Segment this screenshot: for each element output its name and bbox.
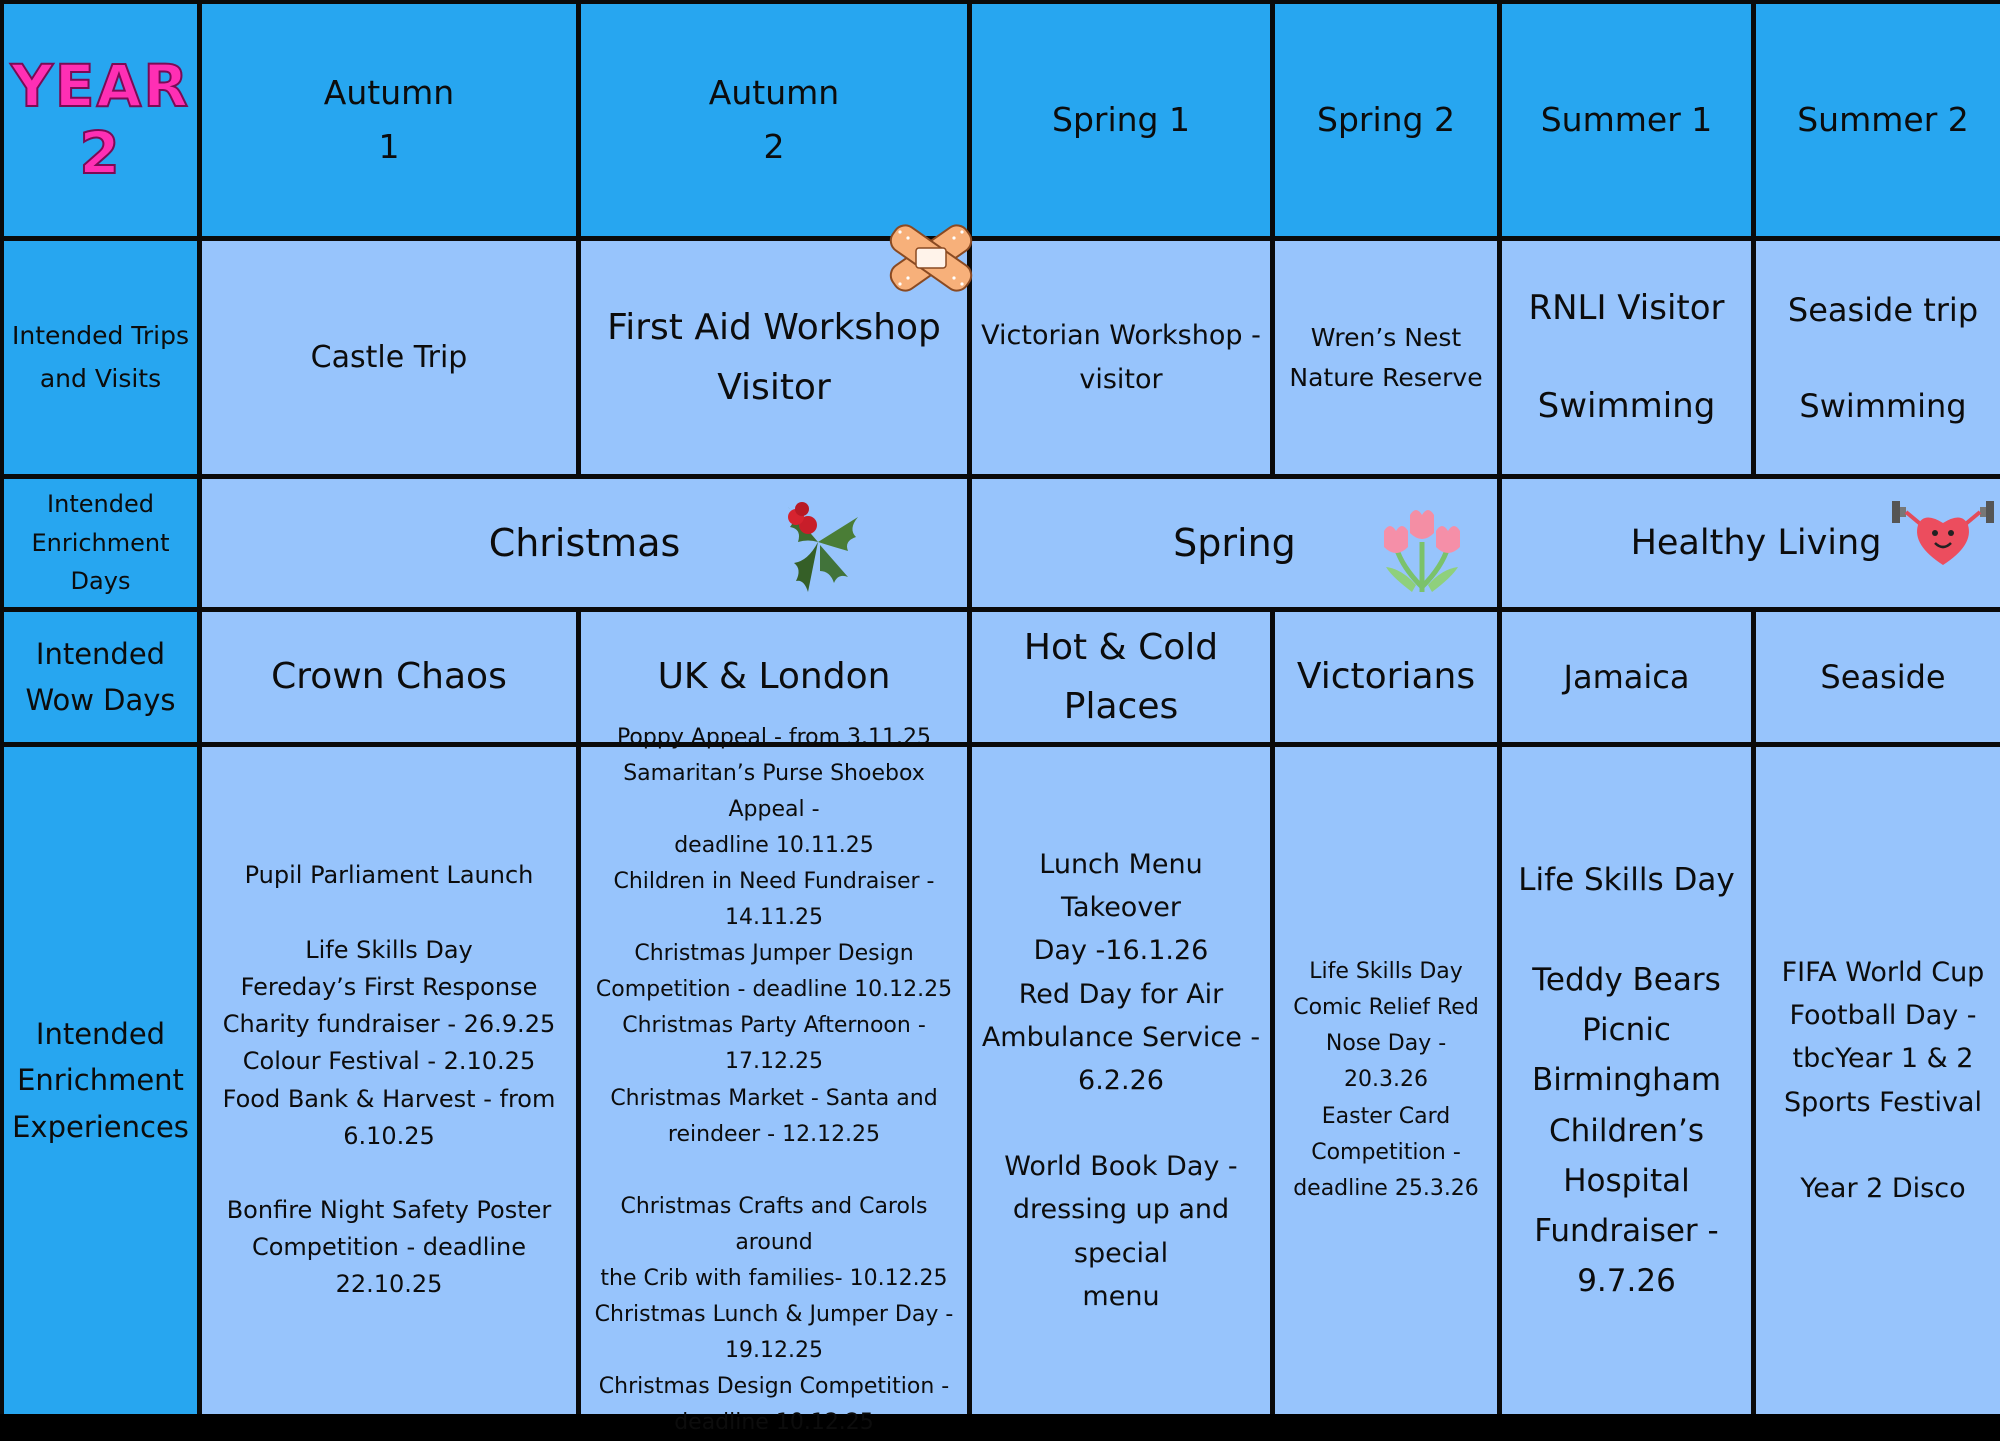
experience-line: deadline 10.11.25 [674, 832, 874, 858]
experience-line [587, 1153, 961, 1189]
year-logo-cell [4, 4, 197, 236]
experience-line: Comic Relief Red [1293, 995, 1479, 1021]
experience-line: Charity fundraiser - 26.9.25 [222, 1010, 556, 1039]
experience-line: dressing up and special [1012, 1194, 1230, 1269]
experience-line: Year 2 Disco [1800, 1172, 1966, 1204]
experience-line: the Crib with families- 10.12.25 [600, 1265, 948, 1291]
experience-line: FIFA World Cup [1781, 956, 1985, 988]
wow-day-spring-2: Victorians [1275, 612, 1497, 742]
header-spring-1: Spring 1 [972, 4, 1270, 236]
experience-line: 17.12.25 [725, 1049, 823, 1075]
experiences-summer-2 [1756, 747, 2000, 1414]
row-label-wow-days: Intended Wow Days [4, 612, 197, 742]
experience-line: reindeer - 12.12.25 [667, 1121, 881, 1147]
experience-line: Children’s [1548, 1112, 1704, 1149]
experience-line [978, 1102, 1264, 1145]
experience-line: Christmas Market - Santa and [610, 1085, 938, 1111]
experience-line: Children in Need Fundraiser - 14.11.25 [613, 869, 935, 931]
experience-line: Christmas Party Afternoon - [622, 1013, 926, 1039]
experience-line: Colour Festival - 2.10.25 [242, 1047, 536, 1076]
row-label-enrichment-days: Intended Enrichment Days [4, 479, 197, 607]
experience-line: Christmas Design Competition - [598, 1374, 950, 1400]
experience-line: menu [1082, 1280, 1160, 1312]
trip-summer-2: Seaside trip Swimming [1756, 241, 2000, 474]
enrichment-day-spring: Spring [972, 479, 1497, 607]
experience-line [1518, 905, 1734, 955]
experience-line: Food Bank & Harvest - from [222, 1084, 556, 1113]
experiences-autumn-2 [581, 724, 967, 1436]
experience-line: Poppy Appeal - from 3.11.25 [616, 724, 932, 750]
experience-line: Easter Card [1321, 1103, 1451, 1129]
experience-line: Christmas Crafts and Carols around [620, 1193, 928, 1255]
experience-line: Pupil Parliament Launch [244, 861, 534, 890]
experience-line: 19.12.25 [725, 1338, 823, 1364]
experience-line [208, 895, 570, 932]
experience-line: 6.2.26 [1078, 1064, 1164, 1096]
experience-line: Competition - [1311, 1139, 1461, 1165]
experience-line: tbcYear 1 & 2 [1792, 1043, 1974, 1075]
trip-spring-1: Victorian Workshop - visitor [972, 241, 1270, 474]
experiences-summer-1 [1502, 747, 1751, 1414]
experience-line: Competition - deadline 22.10.25 [251, 1233, 527, 1299]
experience-line: Fundraiser - [1534, 1213, 1719, 1250]
experiences-spring-2 [1275, 747, 1497, 1414]
experience-line: Day -16.1.26 [1033, 935, 1209, 967]
experience-line: Picnic [1582, 1012, 1671, 1049]
wow-day-autumn-2: UK & London [581, 612, 967, 742]
experience-line: 9.7.26 [1577, 1263, 1676, 1300]
wow-day-autumn-1: Crown Chaos [202, 612, 576, 742]
experience-line: deadline 25.3.26 [1293, 1175, 1479, 1201]
header-summer-1: Summer 1 [1502, 4, 1751, 236]
experience-line: Sports Festival [1784, 1086, 1982, 1118]
tulips-icon [1372, 497, 1472, 597]
experience-line: Bonfire Night Safety Poster [226, 1196, 552, 1225]
experiences-autumn-1 [202, 747, 576, 1414]
experience-line: Life Skills Day [1309, 959, 1463, 985]
experience-line: Christmas Lunch & Jumper Day - [594, 1301, 954, 1327]
heart-dumbbell-icon [1888, 493, 1998, 573]
row-label-trips: Intended Trips and Visits [4, 241, 197, 474]
header-autumn-1: Autumn 1 [202, 4, 576, 236]
wow-day-spring-1: Hot & Cold Places [972, 612, 1270, 742]
experience-line: Red Day for Air [1018, 978, 1224, 1010]
experience-line: Birmingham [1531, 1062, 1722, 1099]
experience-line: Ambulance Service - [981, 1021, 1261, 1053]
year-logo: YEAR 2 [10, 52, 191, 187]
trip-summer-1: RNLI Visitor Swimming [1502, 241, 1751, 474]
enrichment-day-christmas: Christmas [202, 479, 967, 607]
holly-icon [768, 487, 868, 597]
experience-line: Hospital [1563, 1162, 1690, 1199]
experience-line [1782, 1124, 1985, 1167]
trip-spring-2: Wren’s Nest Nature Reserve [1275, 241, 1497, 474]
experience-line: Samaritan’s Purse Shoebox Appeal - [623, 760, 925, 822]
experience-line: Lunch Menu Takeover [1039, 848, 1203, 924]
trip-autumn-1: Castle Trip [202, 241, 576, 474]
experience-line: deadline 10.12.25 [674, 1410, 874, 1436]
experience-line: Life Skills Day [305, 935, 473, 964]
plaster-icon [878, 208, 984, 308]
wow-day-summer-1: Jamaica [1502, 612, 1751, 742]
experience-line: Life Skills Day [1518, 861, 1735, 898]
experience-line: 6.10.25 [343, 1121, 435, 1150]
header-summer-2: Summer 2 [1756, 4, 2000, 236]
enrichment-day-healthy-living: Healthy Living [1502, 479, 2000, 607]
experience-line [208, 1155, 570, 1192]
experience-line: Christmas Jumper Design [634, 941, 914, 967]
header-autumn-2: Autumn 2 [581, 4, 967, 236]
trip-autumn-2: First Aid Workshop Visitor [581, 241, 967, 474]
experiences-spring-1 [972, 747, 1270, 1414]
experience-line: Teddy Bears [1532, 961, 1721, 998]
experience-line: Nose Day - 20.3.26 [1325, 1031, 1447, 1093]
experience-line: Fereday’s First Response [240, 972, 538, 1001]
experience-line: Competition - deadline 10.12.25 [595, 977, 953, 1003]
header-spring-2: Spring 2 [1275, 4, 1497, 236]
row-label-experiences: Intended Enrichment Experiences [4, 747, 197, 1414]
experience-line: Football Day - [1789, 1000, 1977, 1032]
wow-day-summer-2: Seaside [1756, 612, 2000, 742]
experience-line: World Book Day - [1004, 1151, 1238, 1183]
